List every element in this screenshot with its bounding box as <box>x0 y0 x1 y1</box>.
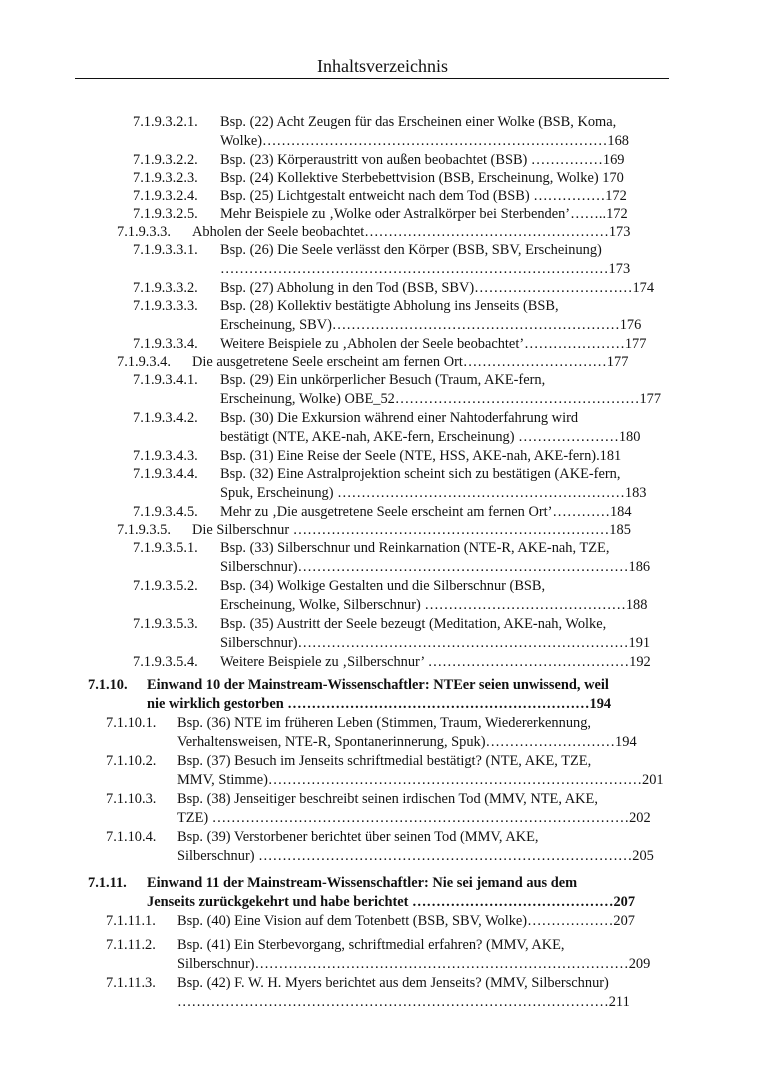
toc-entry-number: 7.1.10.4. <box>106 829 157 845</box>
toc-entry-text[interactable]: Mehr Beispiele zu ‚Wolke oder Astralkörper bei Sterbenden’……..172 <box>220 206 628 222</box>
toc-entry-number: 7.1.9.3.5.1. <box>133 540 198 556</box>
toc-entry-number: 7.1.11.2. <box>106 937 156 953</box>
toc-entry-text[interactable]: TZE) ……………………………………………………………………………202 <box>177 810 651 826</box>
toc-entry-text[interactable]: Bsp. (34) Wolkige Gestalten und die Silberschnur (BSB, <box>220 578 546 594</box>
toc-entry-text[interactable]: Bsp. (36) NTE im früheren Leben (Stimmen, Traum, Wiedererkennung, <box>177 715 591 731</box>
toc-entry-number: 7.1.9.3.4.1. <box>133 372 198 388</box>
toc-entry-text[interactable]: bestätigt (NTE, AKE-nah, AKE-fern, Erscheinung) …………………180 <box>220 429 641 445</box>
toc-entry-text[interactable]: Wolke)………………………………………………………………168 <box>220 133 629 149</box>
header-rule <box>75 78 669 79</box>
toc-entry-number: 7.1.9.3.2.2. <box>133 152 198 168</box>
toc-entry-number: 7.1.9.3.4.5. <box>133 504 198 520</box>
toc-entry-number: 7.1.11.1. <box>106 913 156 929</box>
toc-entry-text[interactable]: Bsp. (29) Ein unkörperlicher Besuch (Traum, AKE-fern, <box>220 372 546 388</box>
toc-entry-number: 7.1.10.2. <box>106 753 157 769</box>
toc-entry-text[interactable]: Bsp. (40) Eine Vision auf dem Totenbett (BSB, SBV, Wolke)………………207 <box>177 913 635 929</box>
toc-entry-text[interactable]: Silberschnur) ……………………………………………………………………205 <box>177 848 654 864</box>
toc-entry-text[interactable]: Einwand 10 der Mainstream-Wissenschaftler: NTEer seien unwissend, weil <box>147 677 609 693</box>
toc-entry-text[interactable]: Bsp. (24) Kollektive Sterbebettvision (BSB, Erscheinung, Wolke) 170 <box>220 170 624 186</box>
toc-entry-text[interactable]: Bsp. (38) Jenseitiger beschreibt seinen irdischen Tod (MMV, NTE, AKE, <box>177 791 598 807</box>
toc-entry-text[interactable]: Abholen der Seele beobachtet……………………………………………173 <box>192 224 631 240</box>
toc-entry-text[interactable]: Silberschnur)……………………………………………………………191 <box>220 635 651 651</box>
toc-entry-number: 7.1.9.3.5.4. <box>133 654 198 670</box>
toc-entry-number: 7.1.11. <box>88 875 127 891</box>
toc-entry-text[interactable]: Erscheinung, SBV)……………………………………………………176 <box>220 317 642 333</box>
toc-entry-text[interactable]: Bsp. (22) Acht Zeugen für das Erscheinen einer Wolke (BSB, Koma, <box>220 114 617 130</box>
toc-entry-number: 7.1.9.3.2.1. <box>133 114 198 130</box>
toc-entry-number: 7.1.9.3.4.2. <box>133 410 198 426</box>
toc-entry-text[interactable]: Spuk, Erscheinung) ……………………………………………………183 <box>220 485 647 501</box>
toc-entry-text[interactable]: Bsp. (26) Die Seele verlässt den Körper (BSB, SBV, Erscheinung) <box>220 242 602 258</box>
toc-entry-text[interactable]: Silberschnur)……………………………………………………………186 <box>220 559 651 575</box>
toc-entry-text[interactable]: nie wirklich gestorben ………………………………………………………194 <box>147 696 612 712</box>
toc-entry-text[interactable]: Weitere Beispiele zu ‚Abholen der Seele beobachtet’…………………177 <box>220 336 647 352</box>
toc-entry-number: 7.1.9.3.2.5. <box>133 206 198 222</box>
toc-entry-text[interactable]: Einwand 11 der Mainstream-Wissenschaftler: Nie sei jemand aus dem <box>147 875 578 891</box>
toc-entry-number: 7.1.9.3.5.2. <box>133 578 198 594</box>
toc-entry-text[interactable]: Bsp. (27) Abholung in den Tod (BSB, SBV)……………………………174 <box>220 280 655 296</box>
toc-entry-text[interactable]: Die ausgetretene Seele erscheint am fernen Ort…………………………177 <box>192 354 629 370</box>
toc-entry-number: 7.1.9.3.3. <box>117 224 171 240</box>
toc-entry-text[interactable]: Bsp. (32) Eine Astralprojektion scheint sich zu bestätigen (AKE-fern, <box>220 466 621 482</box>
toc-entry-number: 7.1.9.3.5.3. <box>133 616 198 632</box>
toc-entry-text[interactable]: Die Silberschnur …………………………………………………………185 <box>192 522 631 538</box>
toc-entry-text[interactable]: Bsp. (41) Ein Sterbevorgang, schriftmedial erfahren? (MMV, AKE, <box>177 937 565 953</box>
toc-entry-text[interactable]: Mehr zu ‚Die ausgetretene Seele erscheint am fernen Ort’…………184 <box>220 504 632 520</box>
toc-entry-number: 7.1.9.3.4.3. <box>133 448 198 464</box>
toc-entry-number: 7.1.10.1. <box>106 715 157 731</box>
toc-entry-number: 7.1.9.3.3.1. <box>133 242 198 258</box>
toc-entry-number: 7.1.9.3.4.4. <box>133 466 198 482</box>
toc-entry-number: 7.1.9.3.4. <box>117 354 171 370</box>
toc-entry-number: 7.1.11.3. <box>106 975 156 991</box>
toc-entry-number: 7.1.9.3.5. <box>117 522 171 538</box>
toc-entry-text[interactable]: Erscheinung, Wolke) OBE_52……………………………………………177 <box>220 391 662 407</box>
toc-entry-text[interactable]: Bsp. (42) F. W. H. Myers berichtet aus dem Jenseits? (MMV, Silberschnur) <box>177 975 609 991</box>
toc-entry-text[interactable]: ………………………………………………………………………………211 <box>177 994 630 1010</box>
toc-entry-text[interactable]: Bsp. (23) Körperaustritt von außen beobachtet (BSB) ……………169 <box>220 152 625 168</box>
toc-entry-number: 7.1.9.3.3.4. <box>133 336 198 352</box>
toc-entry-text[interactable]: Bsp. (31) Eine Reise der Seele (NTE, HSS, AKE-nah, AKE-fern).181 <box>220 448 622 464</box>
toc-entry-text[interactable]: Bsp. (28) Kollektiv bestätigte Abholung ins Jenseits (BSB, <box>220 298 559 314</box>
page-title: Inhaltsverzeichnis <box>317 56 448 76</box>
toc-entry-text[interactable]: Bsp. (35) Austritt der Seele bezeugt (Meditation, AKE-nah, Wolke, <box>220 616 607 632</box>
toc-entry-text[interactable]: Bsp. (39) Verstorbener berichtet über seinen Tod (MMV, AKE, <box>177 829 539 845</box>
toc-entry-number: 7.1.9.3.2.4. <box>133 188 198 204</box>
toc-entry-text[interactable]: Weitere Beispiele zu ‚Silberschnur’ ……………………………………192 <box>220 654 651 670</box>
toc-entry-text[interactable]: Bsp. (30) Die Exkursion während einer Nahtoderfahrung wird <box>220 410 579 426</box>
toc-entry-text[interactable]: Silberschnur)……………………………………………………………………209 <box>177 956 651 972</box>
toc-entry-text[interactable]: Verhaltensweisen, NTE-R, Spontanerinnerung, Spuk)………………………194 <box>177 734 637 750</box>
toc-entry-text[interactable]: Bsp. (25) Lichtgestalt entweicht nach dem Tod (BSB) ……………172 <box>220 188 627 204</box>
toc-entry-text[interactable]: MMV, Stimme)……………………………………………………………………201 <box>177 772 664 788</box>
toc-entry-number: 7.1.9.3.3.2. <box>133 280 198 296</box>
toc-entry-number: 7.1.9.3.2.3. <box>133 170 198 186</box>
toc-entry-number: 7.1.9.3.3.3. <box>133 298 198 314</box>
toc-entry-text[interactable]: ………………………………………………………………………173 <box>220 261 631 277</box>
toc-entry-text[interactable]: Erscheinung, Wolke, Silberschnur) ……………………………………188 <box>220 597 648 613</box>
toc-entry-number: 7.1.10. <box>88 677 128 693</box>
toc-entry-number: 7.1.10.3. <box>106 791 157 807</box>
toc-entry-text[interactable]: Bsp. (37) Besuch im Jenseits schriftmedial bestätigt? (NTE, AKE, TZE, <box>177 753 592 769</box>
toc-entry-text[interactable]: Jenseits zurückgekehrt und habe berichtet ……………………………………207 <box>147 894 636 910</box>
toc-entry-text[interactable]: Bsp. (33) Silberschnur und Reinkarnation (NTE-R, AKE-nah, TZE, <box>220 540 610 556</box>
